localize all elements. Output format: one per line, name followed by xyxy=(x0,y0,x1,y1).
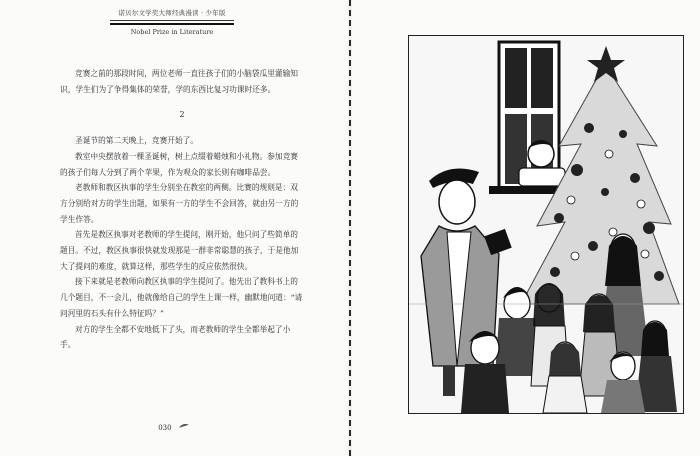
paragraph: 对方的学生全都不安地低下了头，而老教师的学生全都举起了小手。 xyxy=(60,324,291,350)
series-title: 诺贝尔文学奖大师经典漫读 · 少年版 xyxy=(118,9,226,17)
chapter-number: 2 xyxy=(179,110,185,120)
running-header xyxy=(110,8,234,36)
leaf-ornament-icon xyxy=(178,423,190,430)
paragraph: 圣诞节的第二天晚上，竞赛开始了。 xyxy=(75,136,199,146)
paragraph: 老教师和教区执事的学生分别坐在教室的两侧。比赛的规则是：双方分别给对方的学生出题，如果有一方的学生不会回答，就由另一方的学生作答。 xyxy=(60,183,299,224)
body-text xyxy=(60,66,304,353)
page-number: 030 xyxy=(158,424,172,432)
illustration-frame xyxy=(408,35,684,414)
paragraph: 首先是教区执事对老教师的学生提问，刚开始，他只问了些简单的题目。不过，教区执事很快就发现那是一群非常聪慧的孩子，于是他加大了提问的难度，就算这样，那些学生的反应依然很快。 xyxy=(60,230,299,271)
paragraph: 接下来就是老教师向教区执事的学生提问了。他先出了教科书上的几个题目，不一会儿，他就像给自己的学生上课一样，幽默地问道：“请问河里的石头有什么特征吗？” xyxy=(60,277,303,318)
header-rule-thick xyxy=(110,23,234,25)
left-page xyxy=(0,0,348,456)
page-footer xyxy=(0,423,348,432)
header-rule xyxy=(110,20,234,21)
series-subtitle: Nobel Prize in Literature xyxy=(130,28,214,36)
christmas-classroom-illustration xyxy=(409,36,683,413)
paragraph: 竞赛之前的那段时间，两位老师一直往孩子们的小脑袋瓜里灌输知识，学生们为了争得集体的荣誉，学的东西比复习功课时还多。 xyxy=(60,69,298,94)
gutter-dashed-line xyxy=(349,0,351,456)
paragraph: 教室中央摆放着一棵圣诞树，树上点缀着蜡烛和小礼物。参加竞赛的孩子们每人分到了两个苹果，作为观众的家长则有咖啡品尝。 xyxy=(60,151,298,177)
